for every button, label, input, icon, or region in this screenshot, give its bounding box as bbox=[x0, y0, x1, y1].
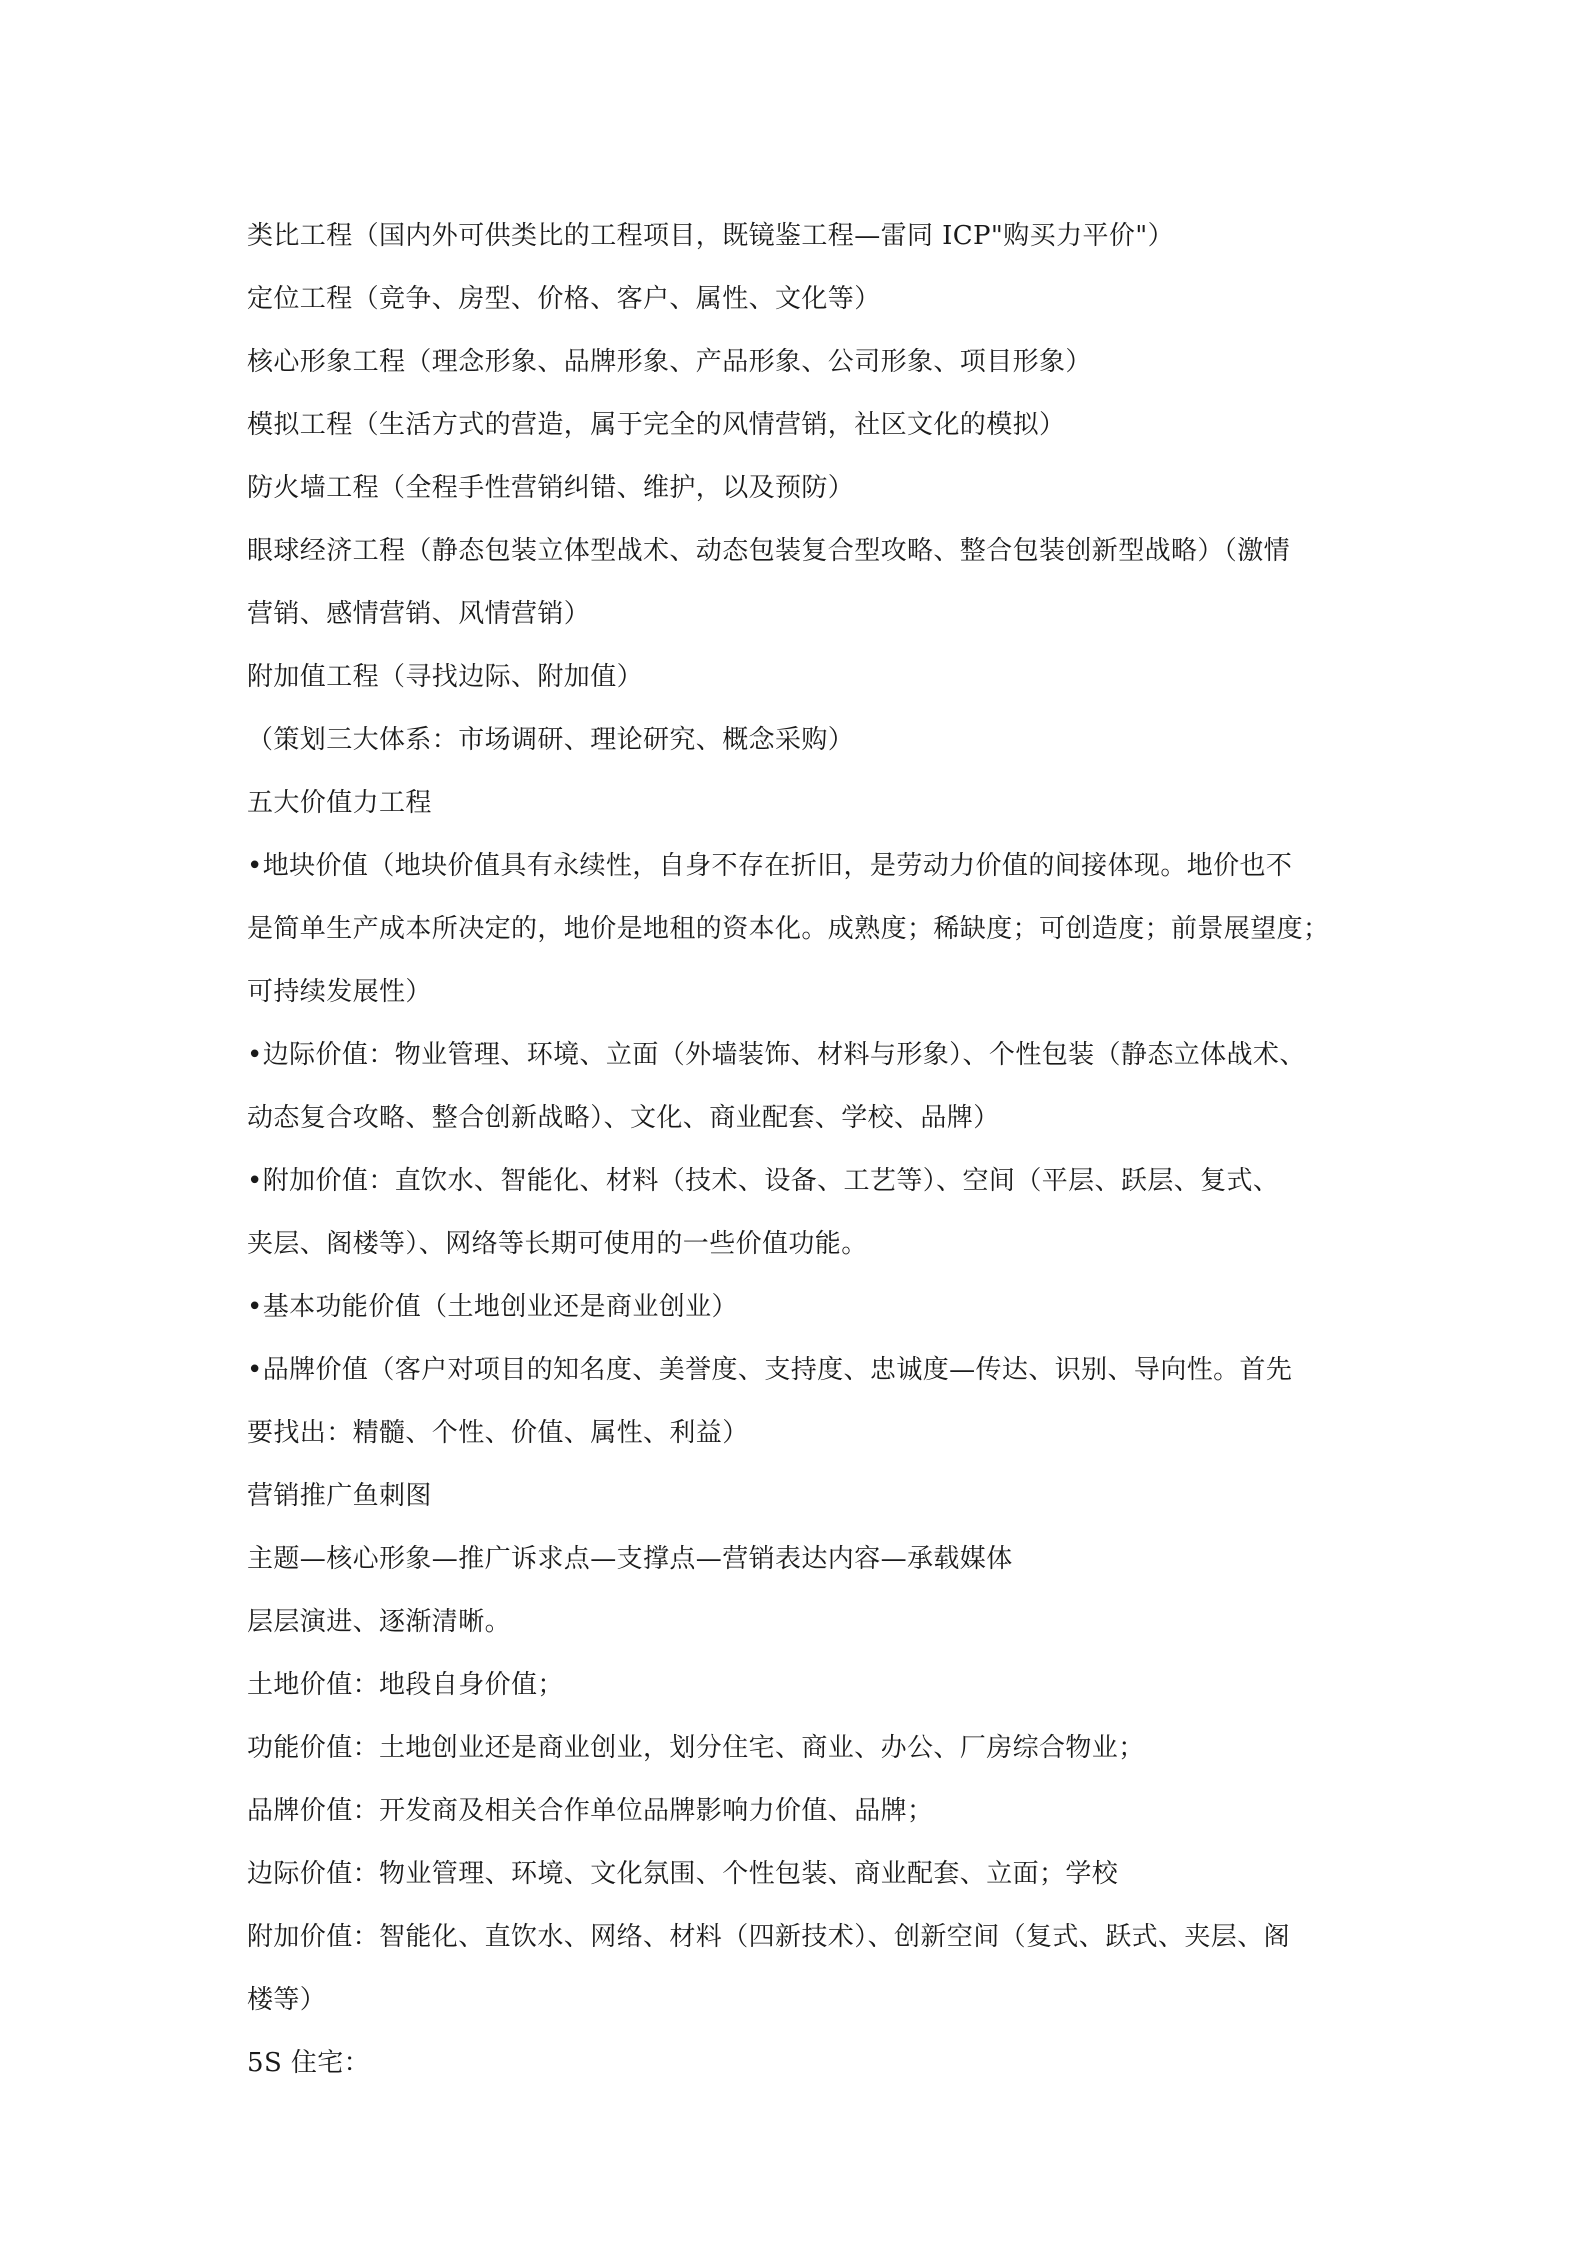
text-line: 动态复合攻略、整合创新战略）、文化、商业配套、学校、品牌） bbox=[247, 1103, 1000, 1133]
text-line: 附加价值：智能化、直饮水、网络、材料（四新技术）、创新空间（复式、跃式、夹层、阁 bbox=[247, 1922, 1291, 1952]
text-line: 层层演进、逐渐清晰。 bbox=[247, 1607, 512, 1637]
text-line: 楼等） bbox=[247, 1985, 327, 2015]
text-line: 要找出：精髓、个性、价值、属性、利益） bbox=[247, 1418, 749, 1448]
text-line: 核心形象工程（理念形象、品牌形象、产品形象、公司形象、项目形象） bbox=[247, 347, 1092, 377]
text-line: 边际价值：物业管理、环境、文化氛围、个性包装、商业配套、立面；学校 bbox=[247, 1859, 1119, 1889]
text-line: 类比工程（国内外可供类比的工程项目，既镜鉴工程—雷同 ICP"购买力平价"） bbox=[247, 221, 1175, 251]
section-heading: 五大价值力工程 bbox=[247, 788, 432, 818]
text-line: 功能价值：土地创业还是商业创业，划分住宅、商业、办公、厂房综合物业； bbox=[247, 1733, 1145, 1763]
text-line: 附加值工程（寻找边际、附加值） bbox=[247, 662, 644, 692]
text-line: 防火墙工程（全程手性营销纠错、维护，以及预防） bbox=[247, 473, 855, 503]
text-line: 眼球经济工程（静态包装立体型战术、动态包装复合型攻略、整合包装创新型战略）（激情 bbox=[247, 536, 1291, 566]
bullet-item: •边际价值：物业管理、环境、立面（外墙装饰、材料与形象）、个性包装（静态立体战术、 bbox=[247, 1040, 1306, 1070]
text-line: 营销、感情营销、风情营销） bbox=[247, 599, 591, 629]
text-line: 主题—核心形象—推广诉求点—支撑点—营销表达内容—承载媒体 bbox=[247, 1544, 1013, 1574]
text-line: 土地价值：地段自身价值； bbox=[247, 1670, 564, 1700]
text-line: 可持续发展性） bbox=[247, 977, 432, 1007]
bullet-item: •地块价值（地块价值具有永续性，自身不存在折旧，是劳动力价值的间接体现。地价也不 bbox=[247, 851, 1293, 881]
text-line: 品牌价值：开发商及相关合作单位品牌影响力价值、品牌； bbox=[247, 1796, 934, 1826]
bullet-item: •附加价值：直饮水、智能化、材料（技术、设备、工艺等）、空间（平层、跃层、复式、 bbox=[247, 1166, 1280, 1196]
text-line: 是简单生产成本所决定的，地价是地租的资本化。成熟度；稀缺度；可创造度；前景展望度； bbox=[247, 914, 1330, 944]
section-heading: 营销推广鱼刺图 bbox=[247, 1481, 432, 1511]
text-line: 模拟工程（生活方式的营造，属于完全的风情营销，社区文化的模拟） bbox=[247, 410, 1066, 440]
text-line: （策划三大体系：市场调研、理论研究、概念采购） bbox=[247, 725, 855, 755]
text-line: 夹层、阁楼等）、网络等长期可使用的一些价值功能。 bbox=[247, 1229, 868, 1259]
bullet-item: •基本功能价值（土地创业还是商业创业） bbox=[247, 1292, 738, 1322]
document-body bbox=[247, 205, 1357, 2095]
bullet-item: •品牌价值（客户对项目的知名度、美誉度、支持度、忠诚度—传达、识别、导向性。首先 bbox=[247, 1355, 1293, 1385]
section-heading: 5S 住宅： bbox=[247, 2048, 371, 2078]
text-line: 定位工程（竞争、房型、价格、客户、属性、文化等） bbox=[247, 284, 881, 314]
